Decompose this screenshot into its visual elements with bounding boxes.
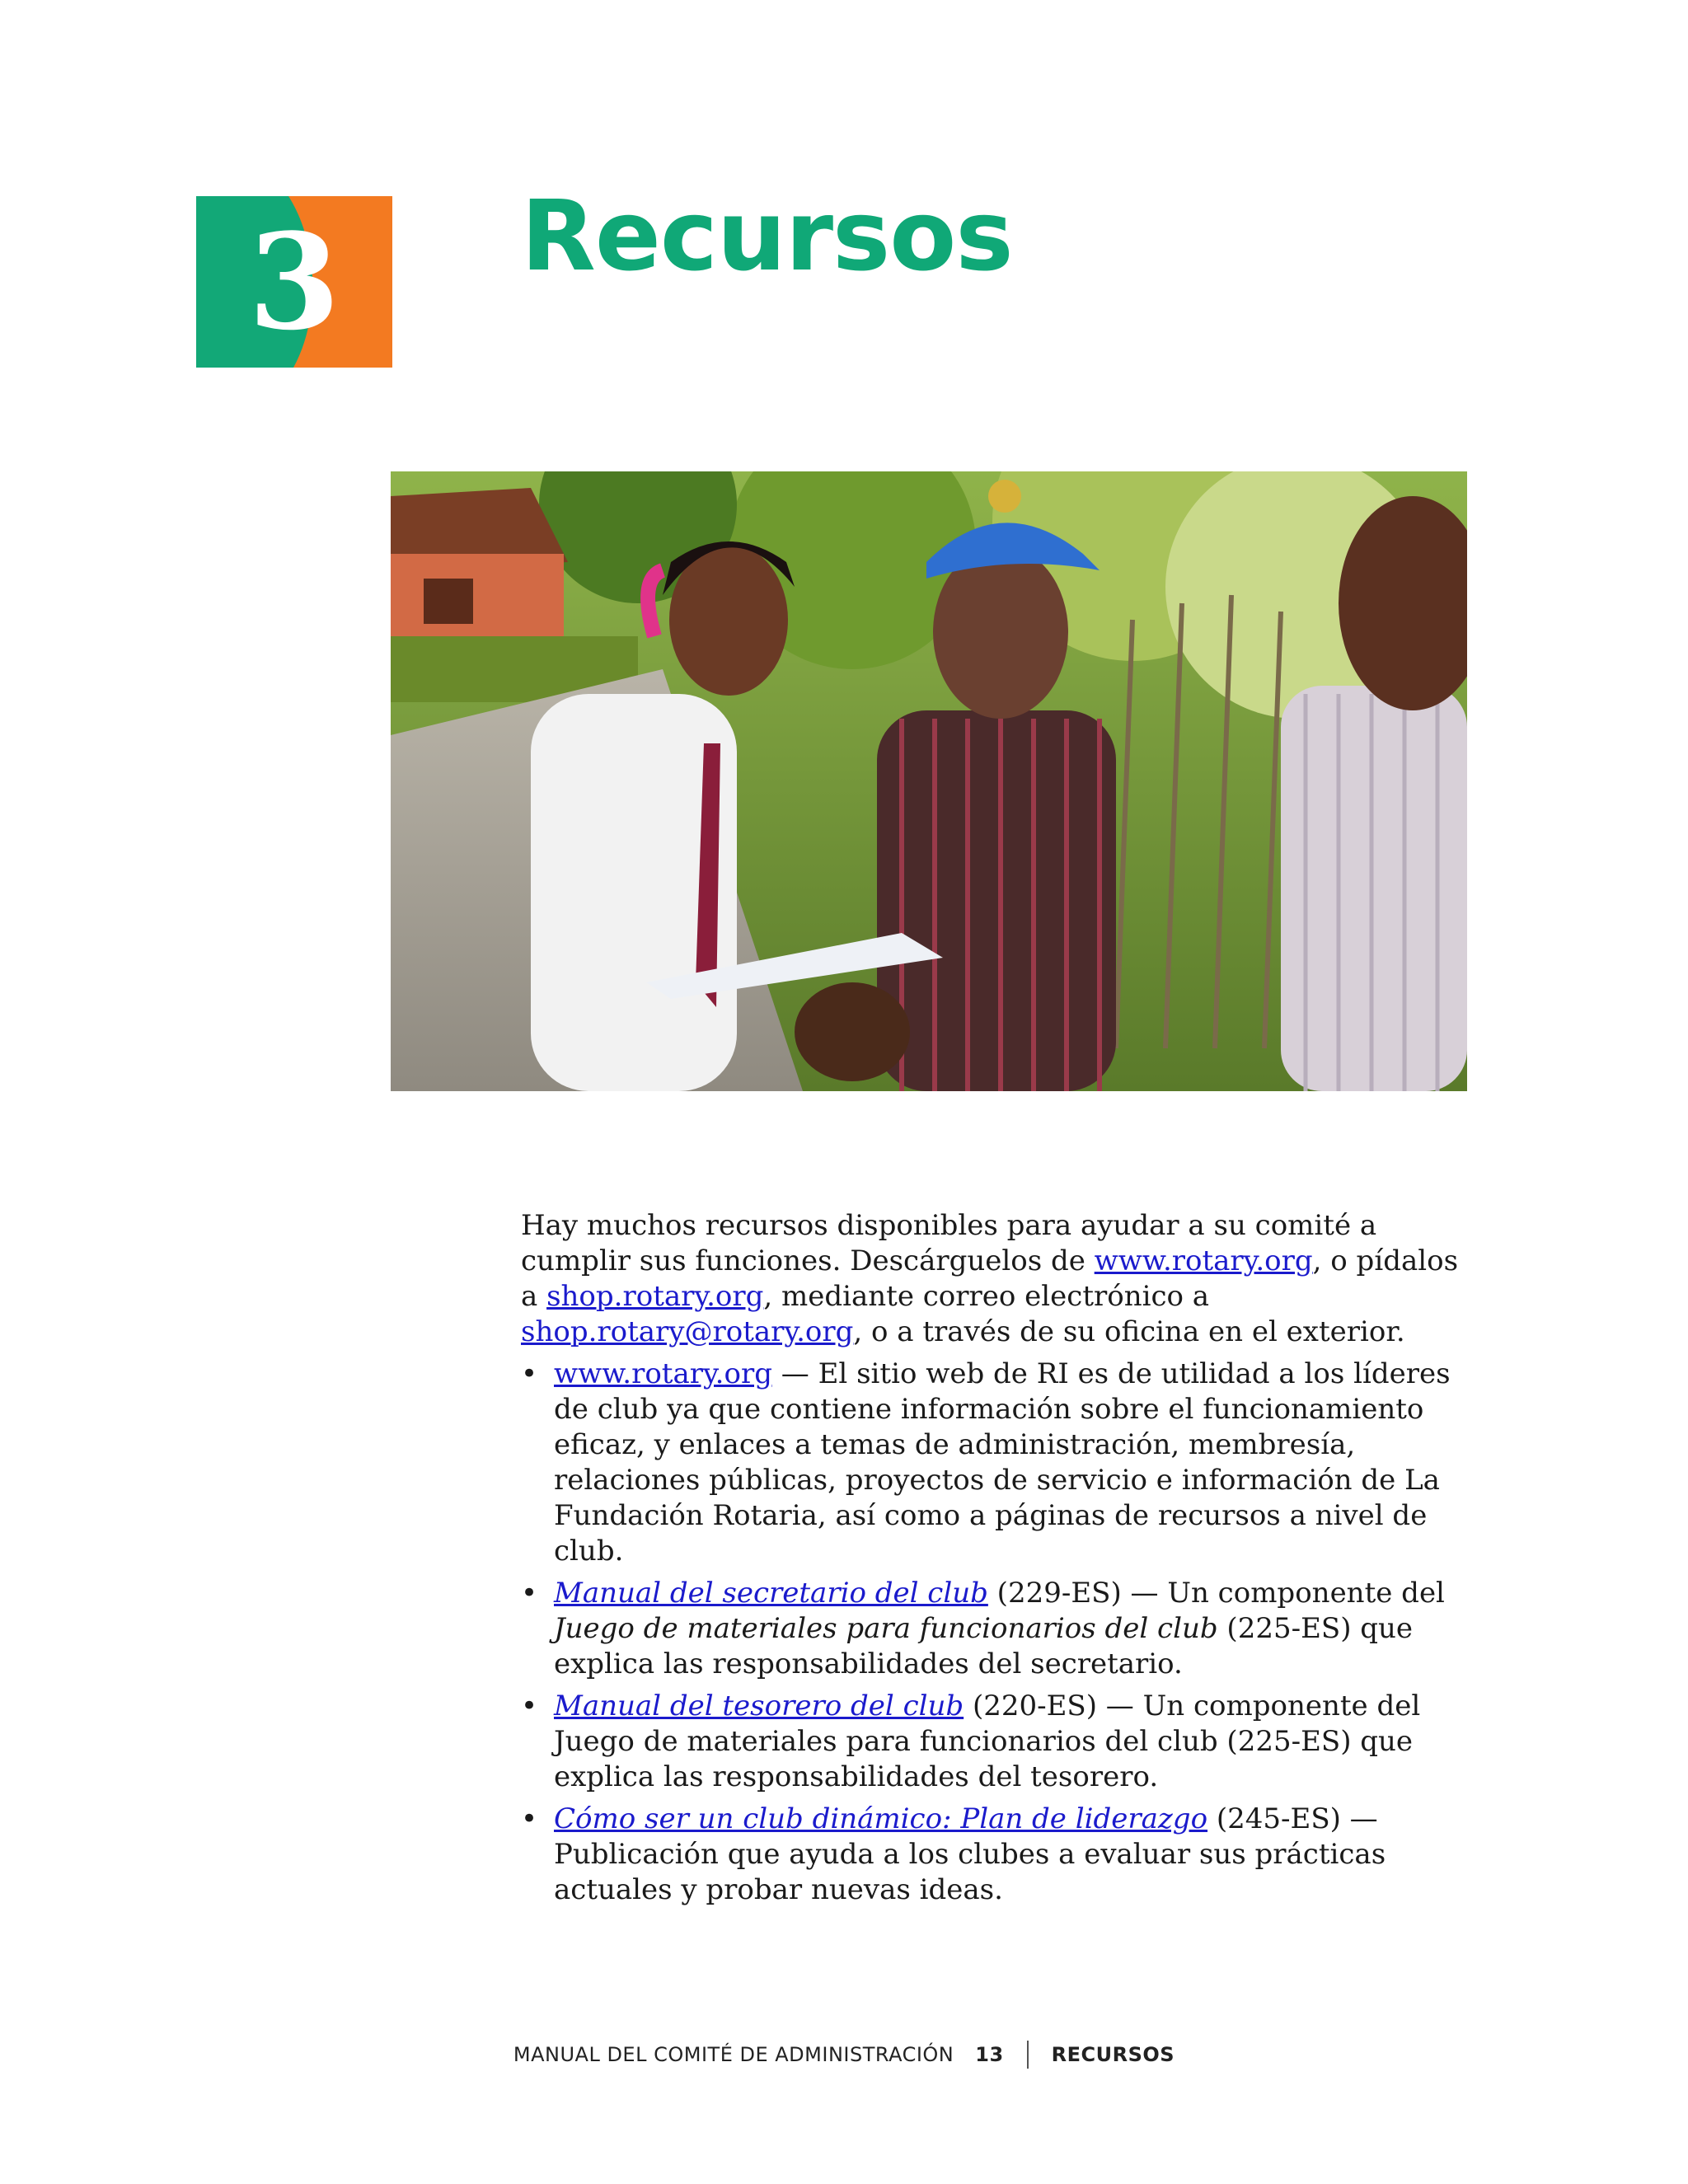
link-shop-rotary[interactable]: shop.rotary.org (546, 1280, 764, 1313)
list-item (521, 1357, 1477, 1569)
chapter-number: 3 (248, 204, 340, 359)
bullet: • (521, 1802, 538, 1835)
resource-link-secretary-manual[interactable]: Manual del secretario del club (554, 1577, 988, 1610)
page-title: Recursos (521, 179, 1013, 293)
link-rotary-org[interactable]: www.rotary.org (1094, 1244, 1313, 1277)
resource-link-rotary-org[interactable]: www.rotary.org (554, 1357, 772, 1390)
list-item (521, 1576, 1477, 1682)
body-text (521, 1208, 1477, 1915)
intro-text-1: Hay muchos recursos disponibles para ayudar a su comité a cumplir sus funciones. Descárguelos de (521, 1209, 1377, 1277)
link-shop-email[interactable]: shop.rotary@rotary.org (521, 1315, 854, 1348)
footer-manual-title: MANUAL DEL COMITÉ DE ADMINISTRACIÓN (513, 2043, 954, 2066)
resource-description: (220-ES) — Un componente del Juego de materiales para funcionarios del club (225-ES) que explica las responsabilidades del tesorero. (554, 1690, 1421, 1793)
resource-description: (245-ES) — Publicación que ayuda a los clubes a evaluar sus prácticas actuales y probar nuevas ideas. (554, 1802, 1386, 1906)
resource-code: (229-ES) — Un componente del (987, 1577, 1445, 1610)
list-item (521, 1689, 1477, 1795)
footer-divider (1027, 2041, 1029, 2069)
resource-link-treasurer-manual[interactable]: Manual del tesorero del club (554, 1690, 964, 1722)
intro-text-3: , mediante correo electrónico a (763, 1280, 1210, 1313)
page-number: 13 (975, 2043, 1004, 2066)
resource-list (521, 1357, 1477, 1908)
bullet: • (521, 1690, 538, 1722)
resource-link-dynamic-club[interactable]: Cómo ser un club dinámico: Plan de liderazgo (554, 1802, 1208, 1835)
bullet: • (521, 1357, 538, 1390)
resource-kit-title: Juego de materiales para funcionarios del club (554, 1612, 1218, 1645)
intro-paragraph (521, 1208, 1477, 1350)
intro-text-2: , o pídalos a (521, 1244, 1459, 1313)
chapter-badge (196, 196, 392, 368)
bullet: • (521, 1577, 538, 1610)
resource-description: — El sitio web de RI es de utilidad a los líderes de club ya que contiene información sobre el funcionamiento eficaz, y enlaces a temas de administración, membresía, relaciones públicas, proyectos de servicio e información de La Fundación Rotaria, así como a páginas de recursos a nivel de club. (554, 1357, 1451, 1568)
photo (391, 471, 1467, 1091)
resource-description: (225-ES) que explica las responsabilidades del secretario. (554, 1612, 1414, 1680)
intro-text-4: , o a través de su oficina en el exterior. (853, 1315, 1405, 1348)
list-item (521, 1802, 1477, 1908)
page-footer (0, 2041, 1688, 2069)
photo-people-reading-icon (391, 471, 1467, 1091)
footer-section: RECURSOS (1051, 2043, 1175, 2066)
